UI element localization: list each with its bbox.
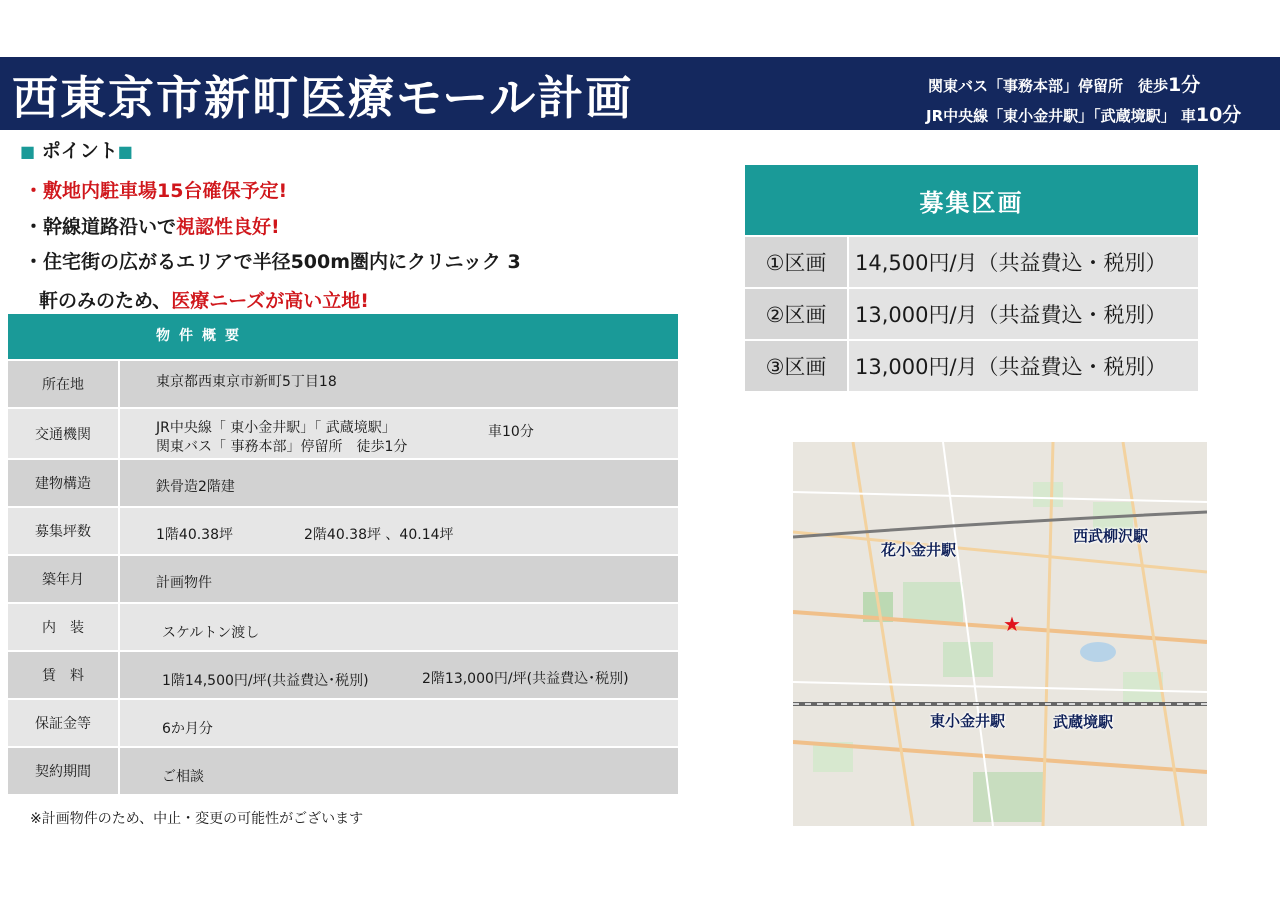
access-bus-text: 関東バス「事務本部」停留所 徒歩 — [928, 77, 1169, 95]
point-item-clinic-text: 軒のみのため、 — [39, 290, 172, 312]
location-map — [793, 442, 1207, 826]
table-row — [745, 235, 1198, 287]
recruitment-header: 募集区画 — [745, 165, 1198, 235]
rent-value-2f: 2階13,000円/坪(共益費込･税別) — [422, 671, 629, 687]
square-bullet-icon: ■ — [117, 142, 133, 161]
property-summary-header: 物件概要 — [8, 314, 678, 359]
term-cell — [118, 748, 678, 794]
table-row — [8, 458, 678, 506]
lot-price: 13,000円/月（共益費込・税別） — [847, 341, 1198, 391]
table-row — [8, 650, 678, 698]
rent-value-1f: 1階14,500円/坪(共益費込･税別) — [162, 673, 369, 689]
access-train-text: JR中央線「東小金井駅」「武蔵境駅」 車 — [926, 107, 1196, 125]
table-row — [8, 554, 678, 602]
square-bullet-icon: ■ — [20, 142, 36, 161]
access-train-time: 10分 — [1195, 104, 1242, 126]
built-label: 築年月 — [8, 556, 118, 602]
point-item-clinic-highlight: 医療ニーズが高い立地! — [171, 290, 369, 312]
structure-cell — [118, 460, 678, 506]
access-train — [926, 100, 1241, 127]
transport-cell — [118, 409, 678, 458]
table-row — [745, 287, 1198, 339]
area-label: 募集坪数 — [8, 508, 118, 554]
rent-cell — [118, 652, 678, 698]
interior-cell — [118, 604, 678, 650]
table-row — [8, 698, 678, 746]
table-row — [8, 407, 678, 458]
point-item-clinic-line2 — [39, 286, 369, 313]
table-row — [8, 746, 678, 794]
point-item-parking: ・敷地内駐車場15台確保予定! — [24, 180, 288, 202]
deposit-label: 保証金等 — [8, 700, 118, 746]
station-label-higashikoganei: 東小金井駅 — [930, 712, 1006, 730]
lot-label: ②区画 — [745, 289, 847, 339]
station-label-musashisakai: 武蔵境駅 — [1053, 713, 1114, 731]
access-bus-time: 1分 — [1168, 74, 1201, 96]
lot-label: ①区画 — [745, 237, 847, 287]
star-icon: ★ — [1003, 612, 1021, 636]
lot-label: ③区画 — [745, 341, 847, 391]
address-cell — [118, 361, 678, 407]
built-value: 計画物件 — [156, 575, 212, 591]
point-item-visibility-highlight: 視認性良好! — [176, 216, 280, 238]
area-value-1f: 1階40.38坪 — [156, 527, 233, 543]
points-heading-label: ポイント — [41, 140, 118, 162]
address-label: 所在地 — [8, 361, 118, 407]
points-heading — [20, 136, 133, 163]
point-item-visibility-text: ・幹線道路沿いで — [24, 216, 177, 238]
property-summary-table — [8, 314, 678, 794]
structure-label: 建物構造 — [8, 460, 118, 506]
table-row — [8, 602, 678, 650]
transport-train: JR中央線「 東小金井駅」「 武蔵境駅」 — [156, 420, 396, 436]
term-label: 契約期間 — [8, 748, 118, 794]
transport-label: 交通機関 — [8, 409, 118, 458]
structure-value: 鉄骨造2階建 — [156, 479, 235, 495]
station-label-nishibuyagisawa: 西武柳沢駅 — [1073, 527, 1149, 545]
page-title: 西東京市新町医療モール計画 — [12, 71, 634, 125]
deposit-cell — [118, 700, 678, 746]
address-value: 東京都西東京市新町5丁目18 — [156, 374, 337, 390]
transport-train-time: 車10分 — [488, 424, 534, 440]
station-label-hanakoganei: 花小金井駅 — [881, 541, 957, 559]
lot-price: 14,500円/月（共益費込・税別） — [847, 237, 1198, 287]
rent-label: 賃 料 — [8, 652, 118, 698]
area-cell — [118, 508, 678, 554]
deposit-value: 6か月分 — [162, 721, 213, 737]
transport-bus: 関東バス「 事務本部」停留所 徒歩1分 — [156, 439, 408, 455]
recruitment-table — [745, 165, 1198, 391]
built-cell — [118, 556, 678, 602]
interior-label: 内 装 — [8, 604, 118, 650]
table-row — [745, 339, 1198, 391]
table-row — [8, 506, 678, 554]
table-row — [8, 359, 678, 407]
term-value: ご相談 — [162, 769, 204, 785]
point-item-visibility — [24, 212, 280, 239]
disclaimer-note: ※計画物件のため、中止・変更の可能性がございます — [30, 811, 364, 827]
area-value-2f: 2階40.38坪 、40.14坪 — [304, 527, 454, 543]
map-background — [793, 442, 1207, 826]
point-item-clinic-line1: ・住宅街の広がるエリアで半径500m圏内にクリニック 3 — [24, 251, 521, 273]
interior-value: スケルトン渡し — [162, 625, 260, 641]
access-bus — [928, 70, 1200, 97]
lot-price: 13,000円/月（共益費込・税別） — [847, 289, 1198, 339]
